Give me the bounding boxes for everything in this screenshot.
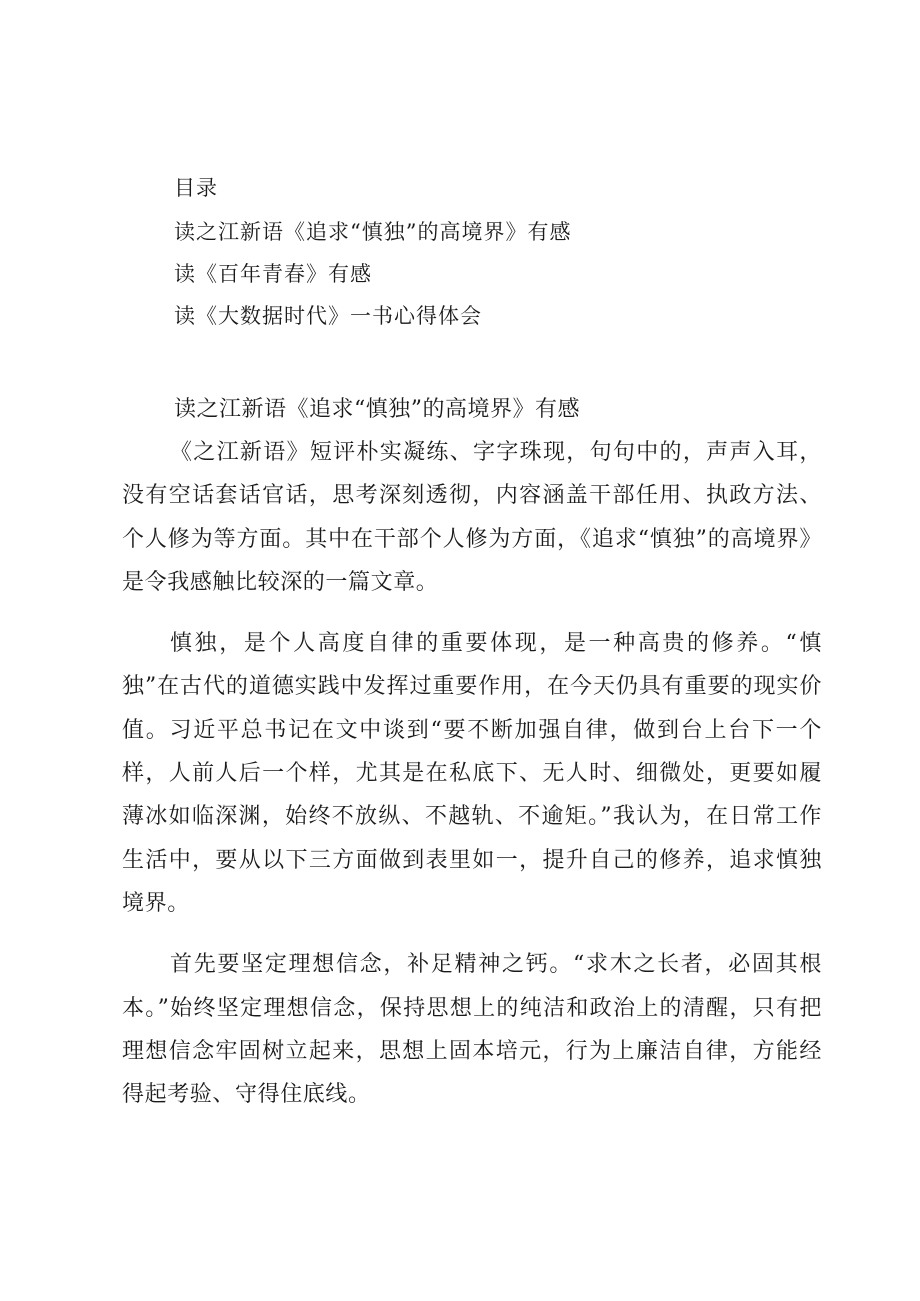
toc-entry-2: 读《百年青春》有感: [174, 262, 372, 286]
toc-entry-1: 读之江新语《追求“慎独”的高境界》有感: [174, 220, 572, 244]
table-of-contents: [174, 168, 814, 337]
paragraph-2: 慎独，是个人高度自律的重要体现，是一种高贵的修养。“慎独”在古代的道德实践中发挥过重要作用，在今天仍具有重要的现实价值。习近平总书记在文中谈到“要不断加强自律，做到台上台下一个样，人前人后一个样，尤其是在私底下、无人时、细微处，更要如履薄冰如临深渊，始终不放纵、不越轨、不逾矩。”我认为，在日常工作生活中，要从以下三方面做到表里如一，提升自己的修养，追求慎独境界。: [122, 631, 822, 916]
article-title: 读之江新语《追求“慎独”的高境界》有感: [174, 397, 580, 422]
toc-title: 目录: [174, 176, 218, 200]
article: [122, 388, 822, 1134]
paragraph-1: 《之江新语》短评朴实凝练、字字珠现，句句中的，声声入耳，没有空话套话官话，思考深刻透彻，内容涵盖干部任用、执政方法、个人修为等方面。其中在干部个人修为方面，《追求“慎独”的高境界》是令我感触比较深的一篇文章。: [122, 440, 822, 595]
toc-entry-3: 读《大数据时代》一书心得体会: [174, 304, 482, 328]
paragraph-3: 首先要坚定理想信念，补足精神之钙。“求木之长者，必固其根本。”始终坚定理想信念，保持思想上的纯洁和政治上的清醒，只有把理想信念牢固树立起来，思想上固本培元，行为上廉洁自律，方能经得起考验、守得住底线。: [122, 952, 822, 1108]
